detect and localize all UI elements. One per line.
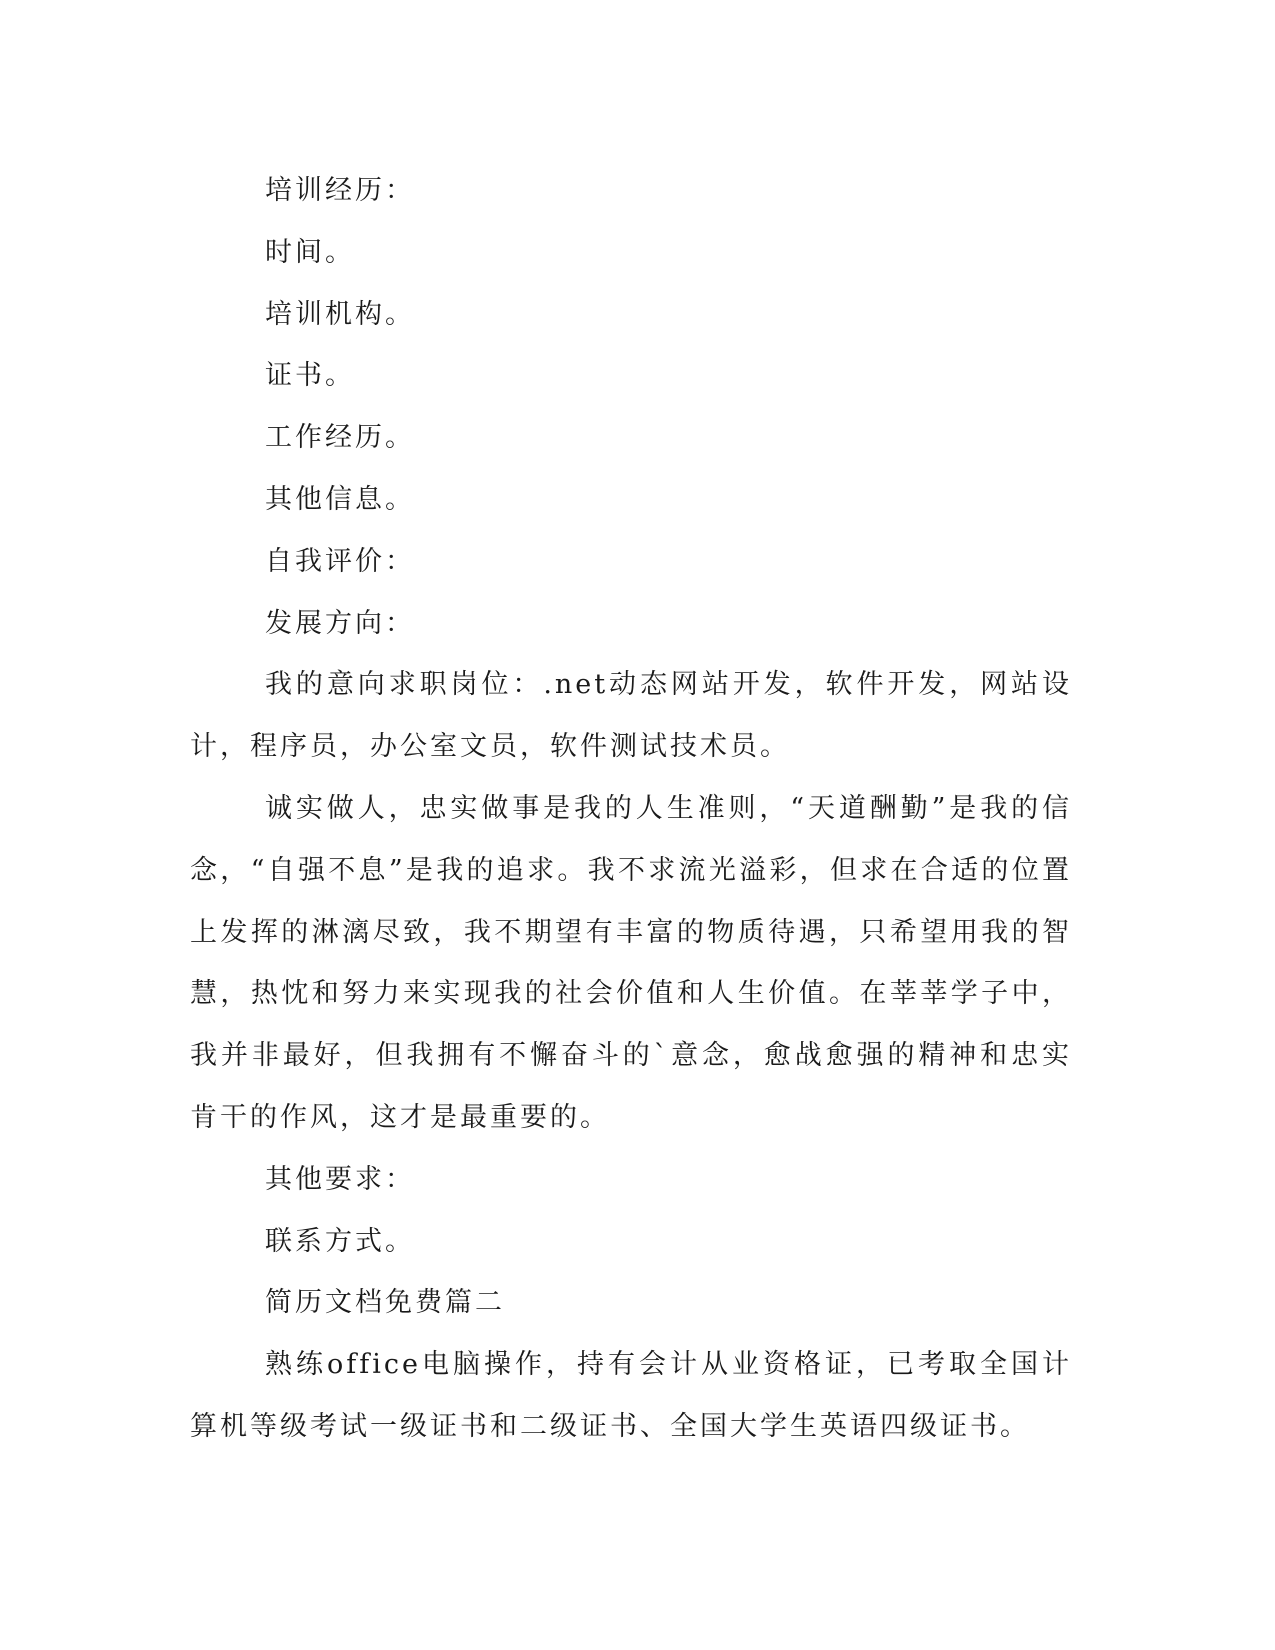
paragraph-training-institution: 培训机构。 [265,298,415,330]
paragraph-training-history: 培训经历： [265,175,415,206]
document-body [190,160,1072,1458]
section-heading-resume-part-two: 简历文档免费篇二 [265,1287,505,1319]
paragraph-time: 时间。 [265,236,355,268]
paragraph-development-direction: 发展方向： [265,607,415,639]
paragraph-work-history: 工作经历。 [265,422,415,454]
paragraph-other-info: 其他信息。 [265,483,415,515]
paragraph-skills: 熟练office电脑操作，持有会计从业资格证，已考取全国计算机等级考试一级证书和二级证书、全国大学生英语四级证书。 [190,1349,1072,1442]
paragraph-other-requirements: 其他要求： [265,1163,415,1195]
paragraph-self-evaluation: 自我评价： [265,545,415,577]
paragraph-certificate: 证书。 [265,360,355,392]
paragraph-personal-statement: 诚实做人，忠实做事是我的人生准则，“天道酬勤”是我的信念，“自强不息”是我的追求。我不求流光溢彩，但求在合适的位置上发挥的淋漓尽致，我不期望有丰富的物质待遇，只希望用我的智慧，热忱和努力来实现我的社会价值和人生价值。在莘莘学子中，我并非最好，但我拥有不懈奋斗的`意念，愈战愈强的精神和忠实肯干的作风，这才是最重要的。 [190,792,1072,1133]
paragraph-desired-position: 我的意向求职岗位：.net动态网站开发，软件开发，网站设计，程序员，办公室文员，软件测试技术员。 [190,669,1072,763]
paragraph-contact: 联系方式。 [265,1225,415,1257]
